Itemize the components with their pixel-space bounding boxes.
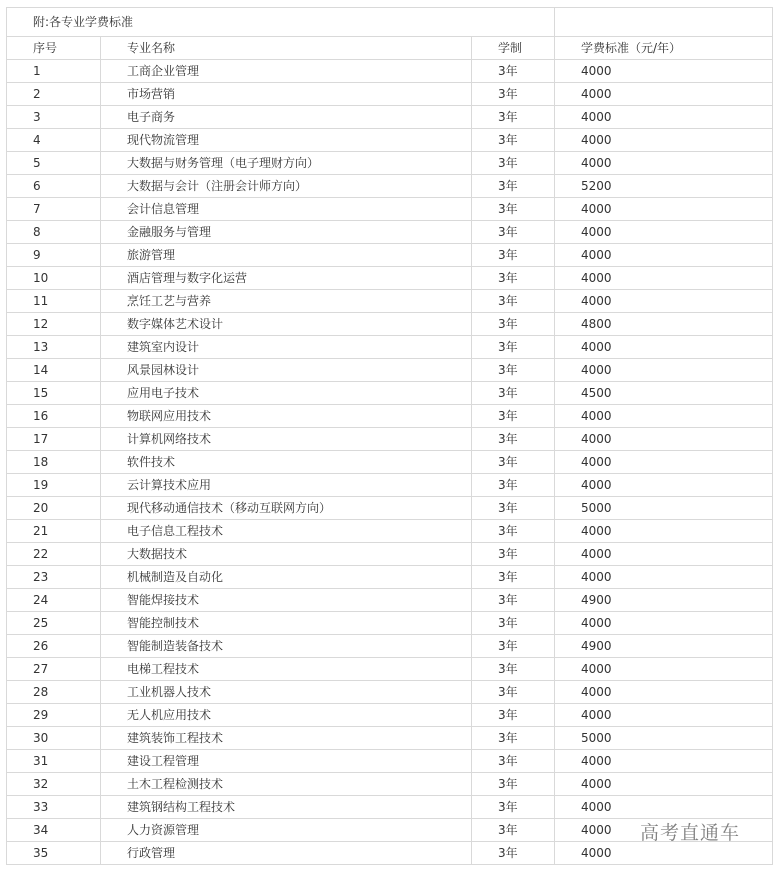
- major-name: 建筑钢结构工程技术: [101, 796, 472, 819]
- duration: 3年: [472, 336, 555, 359]
- row-index: 2: [7, 83, 101, 106]
- row-index: 27: [7, 658, 101, 681]
- major-name: 物联网应用技术: [101, 405, 472, 428]
- major-name: 现代移动通信技术（移动互联网方向）: [101, 497, 472, 520]
- table-row: [7, 681, 773, 704]
- table-title: 附:各专业学费标准: [7, 8, 555, 37]
- fee: 5000: [555, 727, 773, 750]
- duration: 3年: [472, 635, 555, 658]
- table-row: [7, 658, 773, 681]
- table-row: [7, 175, 773, 198]
- table-row: [7, 796, 773, 819]
- duration: 3年: [472, 543, 555, 566]
- table-row: [7, 244, 773, 267]
- title-row: [7, 8, 773, 37]
- duration: 3年: [472, 704, 555, 727]
- duration: 3年: [472, 612, 555, 635]
- major-name: 金融服务与管理: [101, 221, 472, 244]
- fee: 4000: [555, 796, 773, 819]
- header-duration: 学制: [472, 37, 555, 60]
- major-name: 大数据技术: [101, 543, 472, 566]
- duration: 3年: [472, 658, 555, 681]
- row-index: 32: [7, 773, 101, 796]
- fee: 4000: [555, 451, 773, 474]
- major-name: 数字媒体艺术设计: [101, 313, 472, 336]
- table-row: [7, 589, 773, 612]
- major-name: 软件技术: [101, 451, 472, 474]
- duration: 3年: [472, 474, 555, 497]
- row-index: 25: [7, 612, 101, 635]
- fee: 5000: [555, 497, 773, 520]
- fee: 4000: [555, 520, 773, 543]
- row-index: 10: [7, 267, 101, 290]
- duration: 3年: [472, 520, 555, 543]
- fee: 4000: [555, 244, 773, 267]
- watermark: 高考直通车: [640, 822, 741, 844]
- fee: 4000: [555, 221, 773, 244]
- duration: 3年: [472, 129, 555, 152]
- fee: 4900: [555, 589, 773, 612]
- fee: 4000: [555, 129, 773, 152]
- table-row: [7, 704, 773, 727]
- major-name: 应用电子技术: [101, 382, 472, 405]
- row-index: 18: [7, 451, 101, 474]
- row-index: 5: [7, 152, 101, 175]
- duration: 3年: [472, 842, 555, 865]
- major-name: 人力资源管理: [101, 819, 472, 842]
- duration: 3年: [472, 313, 555, 336]
- major-name: 土木工程检测技术: [101, 773, 472, 796]
- duration: 3年: [472, 773, 555, 796]
- major-name: 智能制造装备技术: [101, 635, 472, 658]
- row-index: 28: [7, 681, 101, 704]
- major-name: 烹饪工艺与营养: [101, 290, 472, 313]
- row-index: 16: [7, 405, 101, 428]
- table-row: [7, 129, 773, 152]
- major-name: 建筑室内设计: [101, 336, 472, 359]
- major-name: 大数据与会计（注册会计师方向）: [101, 175, 472, 198]
- row-index: 3: [7, 106, 101, 129]
- duration: 3年: [472, 198, 555, 221]
- table-row: [7, 382, 773, 405]
- table-row: [7, 497, 773, 520]
- fee: 4000: [555, 359, 773, 382]
- fee: 5200: [555, 175, 773, 198]
- fee: 4900: [555, 635, 773, 658]
- table-row: [7, 221, 773, 244]
- table-row: [7, 405, 773, 428]
- fee: 4000: [555, 612, 773, 635]
- major-name: 智能控制技术: [101, 612, 472, 635]
- row-index: 22: [7, 543, 101, 566]
- major-name: 电子商务: [101, 106, 472, 129]
- major-name: 建筑装饰工程技术: [101, 727, 472, 750]
- duration: 3年: [472, 60, 555, 83]
- duration: 3年: [472, 290, 555, 313]
- table-row: [7, 290, 773, 313]
- table-row: [7, 359, 773, 382]
- row-index: 13: [7, 336, 101, 359]
- duration: 3年: [472, 106, 555, 129]
- row-index: 7: [7, 198, 101, 221]
- row-index: 26: [7, 635, 101, 658]
- duration: 3年: [472, 497, 555, 520]
- major-name: 机械制造及自动化: [101, 566, 472, 589]
- major-name: 市场营销: [101, 83, 472, 106]
- fee: 4000: [555, 290, 773, 313]
- fee: 4000: [555, 474, 773, 497]
- row-index: 17: [7, 428, 101, 451]
- fee: 4000: [555, 152, 773, 175]
- duration: 3年: [472, 175, 555, 198]
- row-index: 1: [7, 60, 101, 83]
- major-name: 酒店管理与数字化运营: [101, 267, 472, 290]
- major-name: 电梯工程技术: [101, 658, 472, 681]
- fee: 4000: [555, 405, 773, 428]
- table-row: [7, 313, 773, 336]
- fee: 4000: [555, 750, 773, 773]
- duration: 3年: [472, 382, 555, 405]
- duration: 3年: [472, 83, 555, 106]
- header-index: 序号: [7, 37, 101, 60]
- table-row: [7, 267, 773, 290]
- header-major: 专业名称: [101, 37, 472, 60]
- duration: 3年: [472, 750, 555, 773]
- row-index: 21: [7, 520, 101, 543]
- major-name: 现代物流管理: [101, 129, 472, 152]
- fee: 4000: [555, 658, 773, 681]
- row-index: 30: [7, 727, 101, 750]
- duration: 3年: [472, 451, 555, 474]
- fee: 4000: [555, 267, 773, 290]
- header-row: [7, 37, 773, 60]
- major-name: 无人机应用技术: [101, 704, 472, 727]
- duration: 3年: [472, 681, 555, 704]
- duration: 3年: [472, 221, 555, 244]
- row-index: 8: [7, 221, 101, 244]
- table-row: [7, 106, 773, 129]
- fee: 4000: [555, 60, 773, 83]
- table-row: [7, 198, 773, 221]
- duration: 3年: [472, 796, 555, 819]
- title-empty-cell: [555, 8, 773, 37]
- row-index: 33: [7, 796, 101, 819]
- duration: 3年: [472, 589, 555, 612]
- row-index: 24: [7, 589, 101, 612]
- major-name: 旅游管理: [101, 244, 472, 267]
- row-index: 34: [7, 819, 101, 842]
- header-fee: 学费标准（元/年）: [555, 37, 773, 60]
- major-name: 行政管理: [101, 842, 472, 865]
- table-row: [7, 152, 773, 175]
- row-index: 6: [7, 175, 101, 198]
- row-index: 9: [7, 244, 101, 267]
- fee: 4000: [555, 106, 773, 129]
- row-index: 35: [7, 842, 101, 865]
- fee: 4000: [555, 819, 773, 842]
- duration: 3年: [472, 405, 555, 428]
- table-row: [7, 83, 773, 106]
- duration: 3年: [472, 152, 555, 175]
- row-index: 14: [7, 359, 101, 382]
- fee: 4800: [555, 313, 773, 336]
- table-row: [7, 727, 773, 750]
- row-index: 29: [7, 704, 101, 727]
- major-name: 大数据与财务管理（电子理财方向）: [101, 152, 472, 175]
- fee-standard-table: [6, 7, 773, 865]
- table-row: [7, 428, 773, 451]
- row-index: 12: [7, 313, 101, 336]
- row-index: 31: [7, 750, 101, 773]
- fee: 4000: [555, 83, 773, 106]
- major-name: 建设工程管理: [101, 750, 472, 773]
- fee: 4500: [555, 382, 773, 405]
- major-name: 风景园林设计: [101, 359, 472, 382]
- fee: 4000: [555, 704, 773, 727]
- duration: 3年: [472, 428, 555, 451]
- fee: 4000: [555, 198, 773, 221]
- fee: 4000: [555, 336, 773, 359]
- row-index: 15: [7, 382, 101, 405]
- table-row: [7, 566, 773, 589]
- row-index: 11: [7, 290, 101, 313]
- fee: 4000: [555, 428, 773, 451]
- row-index: 4: [7, 129, 101, 152]
- row-index: 20: [7, 497, 101, 520]
- table-row: [7, 543, 773, 566]
- fee: 4000: [555, 543, 773, 566]
- duration: 3年: [472, 359, 555, 382]
- major-name: 会计信息管理: [101, 198, 472, 221]
- duration: 3年: [472, 267, 555, 290]
- duration: 3年: [472, 727, 555, 750]
- table-row: [7, 750, 773, 773]
- table-row: [7, 520, 773, 543]
- table-row: [7, 451, 773, 474]
- major-name: 计算机网络技术: [101, 428, 472, 451]
- duration: 3年: [472, 244, 555, 267]
- fee: 4000: [555, 842, 773, 865]
- table-row: [7, 773, 773, 796]
- table-row: [7, 635, 773, 658]
- fee: 4000: [555, 773, 773, 796]
- table-row: [7, 612, 773, 635]
- major-name: 智能焊接技术: [101, 589, 472, 612]
- table-row: [7, 60, 773, 83]
- duration: 3年: [472, 819, 555, 842]
- table-row: [7, 336, 773, 359]
- row-index: 19: [7, 474, 101, 497]
- major-name: 云计算技术应用: [101, 474, 472, 497]
- table-row: [7, 474, 773, 497]
- fee: 4000: [555, 681, 773, 704]
- major-name: 工商企业管理: [101, 60, 472, 83]
- duration: 3年: [472, 566, 555, 589]
- fee: 4000: [555, 566, 773, 589]
- major-name: 电子信息工程技术: [101, 520, 472, 543]
- major-name: 工业机器人技术: [101, 681, 472, 704]
- row-index: 23: [7, 566, 101, 589]
